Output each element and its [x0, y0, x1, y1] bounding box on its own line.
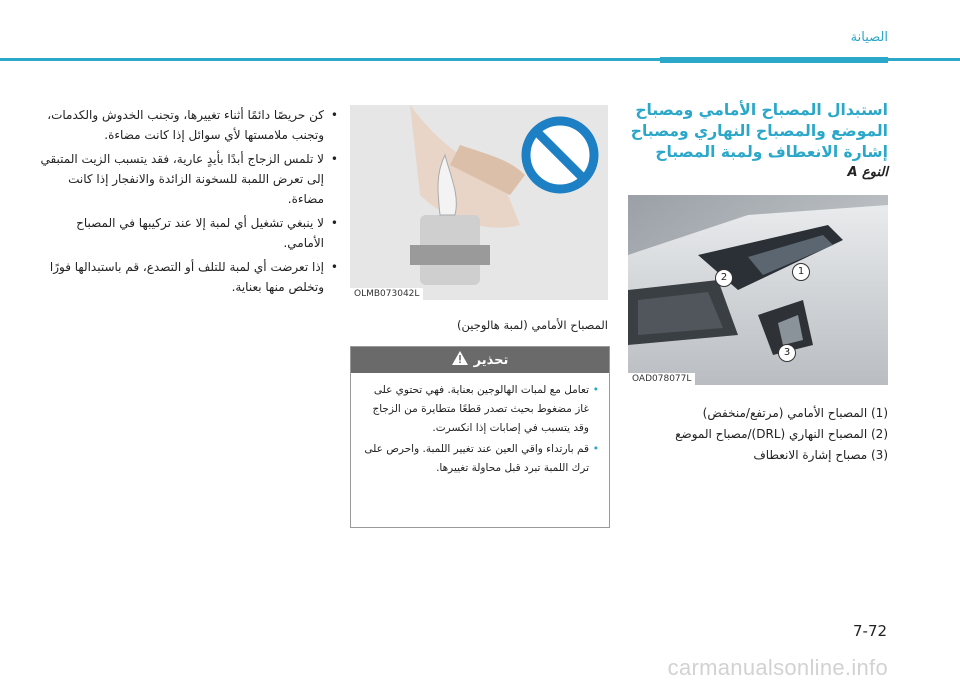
- callout-2-label: 2: [720, 272, 728, 283]
- bullet-item: • لا تلمس الزجاج أبدًا بأيدٍ عارية، فقد يتسبب الزيت المتبقي إلى تعرض اللمبة للسخونة الزائدة والانفجار إذا كانت مضاءة.: [38, 149, 338, 209]
- warning-triangle-icon: [452, 351, 468, 369]
- header-rule-accent: [660, 57, 888, 63]
- bulb-photo-code: OLMB073042L: [350, 288, 423, 300]
- car-headlamp-photo: [628, 195, 888, 385]
- callout-3: [778, 344, 796, 362]
- bullet-item: • إذا تعرضت أي لمبة للتلف أو التصدع، قم باستبدالها فورًا وتخلص منها بعناية.: [38, 257, 338, 297]
- legend-item: (3) مصباح إشارة الانعطاف: [753, 448, 888, 462]
- warning-header: [351, 347, 609, 373]
- caution-bullets: [38, 105, 338, 301]
- legend-item: (2) المصباح النهاري (DRL)/مصباح الموضع: [675, 427, 888, 441]
- footer-watermark: carmanualsonline.info: [667, 655, 888, 680]
- hand-holding-bulb-illustration: [350, 105, 608, 300]
- car-front-illustration: [628, 195, 888, 385]
- section-heading-block: [620, 100, 888, 180]
- page-number: 7-72: [853, 622, 888, 640]
- callout-1: [792, 263, 810, 281]
- bulb-photo-caption: المصباح الأمامي (لمبة هالوجين): [457, 318, 608, 332]
- warning-box: [350, 346, 610, 528]
- callout-3-label: 3: [783, 347, 791, 358]
- warning-item: • تعامل مع لمبات الهالوجين بعناية. فهي تحتوي على غاز مضغوط بحيث تصدر قطعًا متطايرة من الزجاج وقد يتسبب في إصابات إذا انكسرت.: [361, 381, 599, 438]
- halogen-bulb-photo: [350, 105, 608, 300]
- legend-item: (1) المصباح الأمامي (مرتفع/منخفض): [702, 406, 888, 420]
- section-header: الصيانة: [850, 30, 888, 45]
- warning-title: تحذير: [473, 352, 509, 368]
- car-photo-code: OAD078077L: [628, 373, 695, 385]
- component-legend: [628, 403, 888, 466]
- warning-item: • قم بارتداء واقي العين عند تغيير اللمبة. واحرص على ترك اللمبة تبرد قبل محاولة تغييرها.: [361, 440, 599, 478]
- bullet-item: • لا ينبغي تشغيل أي لمبة إلا عند تركيبها في المصباح الأمامي.: [38, 213, 338, 253]
- bullet-item: • كن حريصًا دائمًا أثناء تغييرها، وتجنب الخدوش والكدمات، وتجنب ملامستها لأي سوائل إذا كانت مضاءة.: [38, 105, 338, 145]
- section-title: استبدال المصباح الأمامي ومصباح الموضع والمصباح النهاري ومصباح إشارة الانعطاف ولمبة المصباح: [630, 101, 888, 161]
- warning-list: [361, 381, 599, 478]
- callout-1-label: 1: [797, 266, 805, 277]
- type-label: النوع A: [847, 165, 888, 180]
- callout-2: [715, 269, 733, 287]
